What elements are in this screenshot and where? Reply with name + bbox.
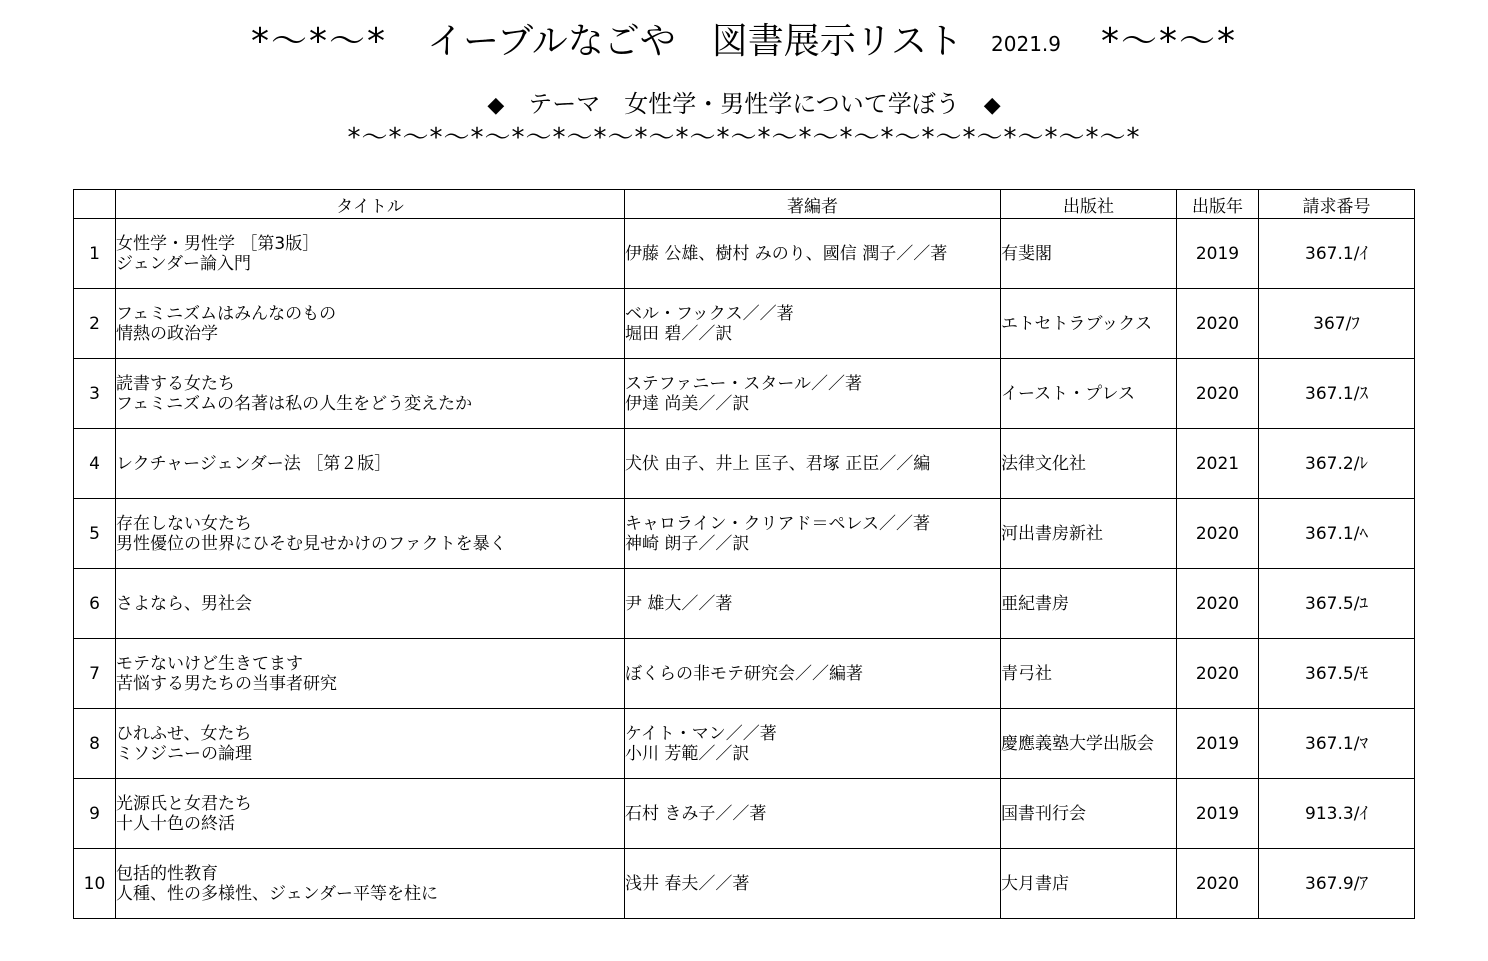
book-publisher: 法律文化社 <box>1001 429 1177 499</box>
row-number: 3 <box>74 359 116 429</box>
book-title <box>116 569 625 639</box>
book-subtitle: 情熱の政治学 <box>116 323 218 344</box>
book-translator: 伊達 尚美／／訳 <box>625 393 750 414</box>
table-row <box>74 569 1415 639</box>
row-number: 4 <box>74 429 116 499</box>
book-call-number: 367/ﾌ <box>1259 289 1415 359</box>
book-author-main: ケイト・マン／／著 <box>625 723 777 744</box>
book-title-main: 存在しない女たち <box>116 513 252 534</box>
book-call-number: 367.5/ﾓ <box>1259 639 1415 709</box>
table-row <box>74 499 1415 569</box>
diamond-icon: ◆ <box>983 93 1001 118</box>
book-author <box>625 499 1001 569</box>
book-title <box>116 429 625 499</box>
table-row <box>74 429 1415 499</box>
book-title-main: フェミニズムはみんなのもの <box>116 303 337 324</box>
book-author <box>625 779 1001 849</box>
book-year: 2020 <box>1177 569 1259 639</box>
book-author <box>625 359 1001 429</box>
table-header-row <box>74 190 1415 219</box>
book-list-table <box>73 189 1415 919</box>
book-title-main: さよなら、男社会 <box>116 593 252 614</box>
book-year: 2020 <box>1177 289 1259 359</box>
book-title-main: 読書する女たち <box>116 373 235 394</box>
table-row <box>74 779 1415 849</box>
theme-heading <box>0 86 1488 124</box>
book-publisher: 有斐閣 <box>1001 219 1177 289</box>
row-number: 1 <box>74 219 116 289</box>
row-number: 10 <box>74 849 116 919</box>
book-title-main: 女性学・男性学 ［第3版］ <box>116 233 320 254</box>
book-year: 2019 <box>1177 709 1259 779</box>
book-title <box>116 779 625 849</box>
title-decoration-right: *〜*〜* <box>1101 21 1238 62</box>
column-header-title: タイトル <box>116 190 625 219</box>
book-subtitle: ミソジニーの論理 <box>116 743 252 764</box>
book-publisher: 亜紀書房 <box>1001 569 1177 639</box>
book-call-number: 367.2/ﾚ <box>1259 429 1415 499</box>
row-number: 5 <box>74 499 116 569</box>
column-header-author: 著編者 <box>625 190 1001 219</box>
book-subtitle: 十人十色の終活 <box>116 813 235 834</box>
book-publisher: イースト・プレス <box>1001 359 1177 429</box>
book-title <box>116 709 625 779</box>
book-author-main: 伊藤 公雄、樹村 みのり、國信 潤子／／著 <box>625 243 948 264</box>
book-author-main: 石村 きみ子／／著 <box>625 803 767 824</box>
diamond-icon: ◆ <box>487 93 505 118</box>
table-row <box>74 849 1415 919</box>
column-header-year: 出版年 <box>1177 190 1259 219</box>
book-translator: 神崎 朗子／／訳 <box>625 533 750 554</box>
book-publisher: 青弓社 <box>1001 639 1177 709</box>
book-year: 2020 <box>1177 499 1259 569</box>
book-title <box>116 849 625 919</box>
row-number: 9 <box>74 779 116 849</box>
book-author <box>625 289 1001 359</box>
book-subtitle: フェミニズムの名著は私の人生をどう変えたか <box>116 393 473 414</box>
book-call-number: 367.1/ﾏ <box>1259 709 1415 779</box>
book-title <box>116 219 625 289</box>
book-title-main: 包括的性教育 <box>116 863 218 884</box>
book-author-main: 犬伏 由子、井上 匡子、君塚 正臣／／編 <box>625 453 931 474</box>
column-header-num <box>74 190 116 219</box>
book-author-main: 尹 雄大／／著 <box>625 593 733 614</box>
title-date: 2021.9 <box>991 32 1062 56</box>
table-row <box>74 709 1415 779</box>
book-title <box>116 289 625 359</box>
table-row <box>74 289 1415 359</box>
book-author <box>625 639 1001 709</box>
book-year: 2019 <box>1177 779 1259 849</box>
book-year: 2019 <box>1177 219 1259 289</box>
book-year: 2020 <box>1177 639 1259 709</box>
book-title <box>116 639 625 709</box>
book-publisher: 国書刊行会 <box>1001 779 1177 849</box>
row-number: 2 <box>74 289 116 359</box>
book-call-number: 367.1/ｽ <box>1259 359 1415 429</box>
row-number: 6 <box>74 569 116 639</box>
book-publisher: 大月書店 <box>1001 849 1177 919</box>
table-row <box>74 639 1415 709</box>
book-author <box>625 429 1001 499</box>
title-text: イーブルなごや 図書展示リスト <box>426 21 964 62</box>
book-author-main: キャロライン・クリアド＝ペレス／／著 <box>625 513 930 534</box>
book-subtitle: 人種、性の多様性、ジェンダー平等を柱に <box>116 883 438 904</box>
column-header-publisher: 出版社 <box>1001 190 1177 219</box>
table-row <box>74 219 1415 289</box>
book-title <box>116 499 625 569</box>
book-publisher: 河出書房新社 <box>1001 499 1177 569</box>
book-call-number: 367.1/ﾍ <box>1259 499 1415 569</box>
book-title-main: 光源氏と女君たち <box>116 793 252 814</box>
row-number: 7 <box>74 639 116 709</box>
column-header-call-number: 請求番号 <box>1259 190 1415 219</box>
book-author-main: 浅井 春夫／／著 <box>625 873 750 894</box>
book-title-main: ひれふせ、女たち <box>116 723 252 744</box>
book-author-main: ぼくらの非モテ研究会／／編著 <box>625 663 863 684</box>
book-call-number: 913.3/ｲ <box>1259 779 1415 849</box>
book-subtitle: 男性優位の世界にひそむ見せかけのファクトを暴く <box>116 533 507 554</box>
theme-text: テーマ 女性学・男性学について学ぼう <box>528 90 960 118</box>
decorative-divider: *〜*〜*〜*〜*〜*〜*〜*〜*〜*〜*〜*〜*〜*〜*〜*〜*〜*〜*〜* <box>347 123 1141 153</box>
book-title-main: モテないけど生きてます <box>116 653 303 674</box>
book-translator: 堀田 碧／／訳 <box>625 323 733 344</box>
book-subtitle: 苦悩する男たちの当事者研究 <box>116 673 337 694</box>
book-year: 2020 <box>1177 849 1259 919</box>
row-number: 8 <box>74 709 116 779</box>
book-call-number: 367.5/ﾕ <box>1259 569 1415 639</box>
page-title <box>0 18 1488 68</box>
book-publisher: エトセトラブックス <box>1001 289 1177 359</box>
book-year: 2021 <box>1177 429 1259 499</box>
book-author <box>625 849 1001 919</box>
book-author-main: ステファニー・スタール／／著 <box>625 373 862 394</box>
book-title-main: レクチャージェンダー法 ［第２版］ <box>116 453 392 474</box>
book-author <box>625 709 1001 779</box>
table-row <box>74 359 1415 429</box>
book-author-main: ベル・フックス／／著 <box>625 303 794 324</box>
book-translator: 小川 芳範／／訳 <box>625 743 750 764</box>
book-call-number: 367.9/ｱ <box>1259 849 1415 919</box>
book-author <box>625 569 1001 639</box>
book-publisher: 慶應義塾大学出版会 <box>1001 709 1177 779</box>
book-subtitle: ジェンダー論入門 <box>116 253 251 274</box>
title-decoration-left: *〜*〜* <box>250 21 387 62</box>
book-call-number: 367.1/ｲ <box>1259 219 1415 289</box>
book-title <box>116 359 625 429</box>
book-author <box>625 219 1001 289</box>
book-year: 2020 <box>1177 359 1259 429</box>
